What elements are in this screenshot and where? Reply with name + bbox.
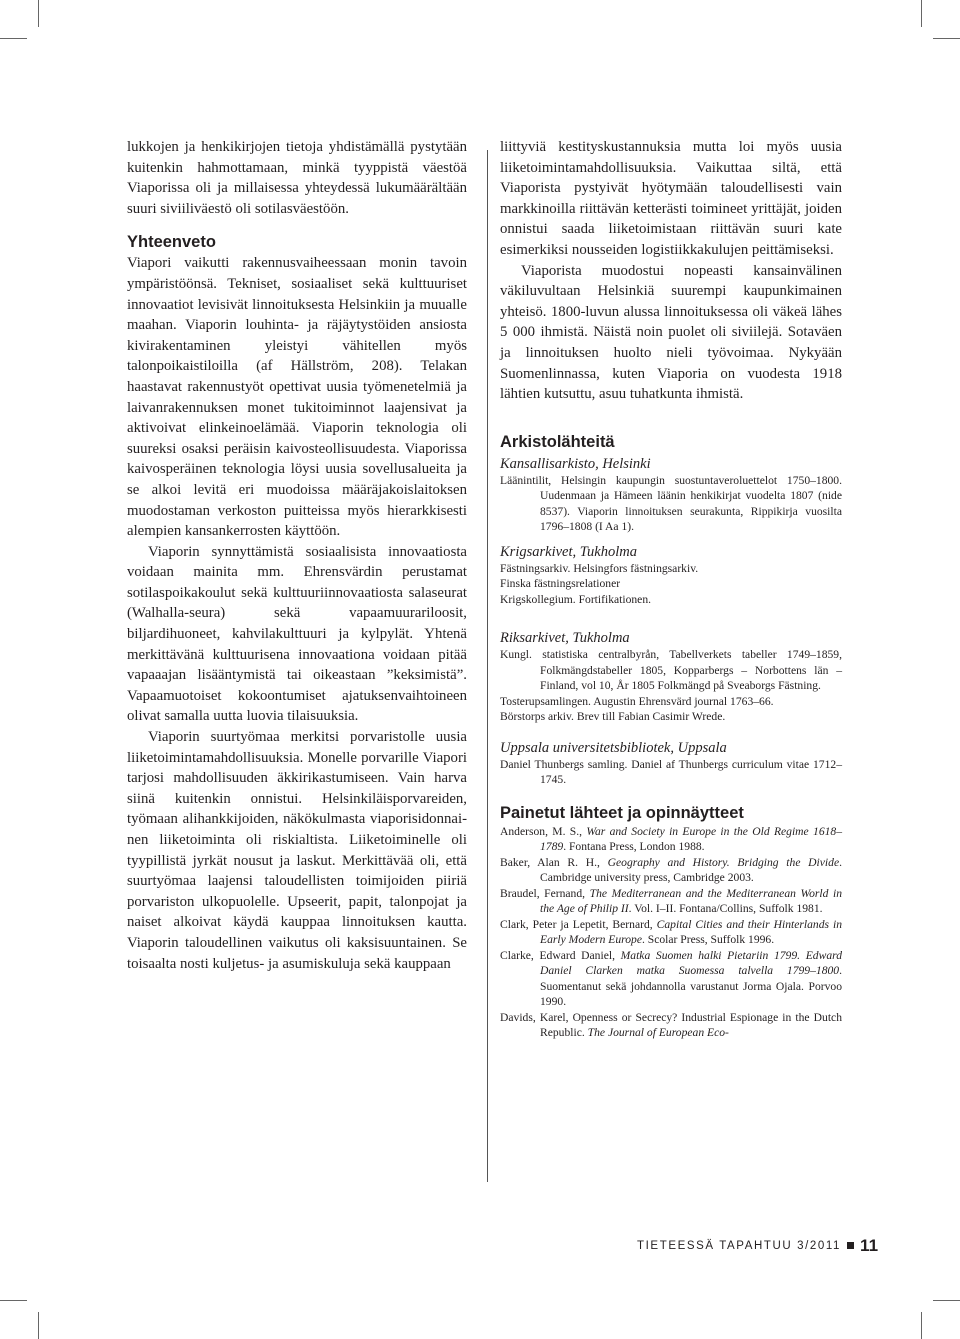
ref-publication: . Cambridge university press, Cambridge 2003. xyxy=(540,855,842,885)
archive-entry: Daniel Thunbergs samling. Daniel af Thunbergs curriculum vitae 1712–1745. xyxy=(500,757,842,787)
printed-ref xyxy=(500,824,842,855)
ref-author: Baker, Alan R. H., xyxy=(500,855,608,869)
ref-title: The Mediterranean and the Mediterranean World in the Age of Philip II xyxy=(540,886,842,916)
printed-sources-heading: Painetut lähteet ja opinnäytteet xyxy=(500,803,744,822)
archive-group-title: Krigsarkivet, Tukholma xyxy=(500,543,637,560)
summary-paragraph-3: Viaporin suurtyömaa merkitsi porvaristolle uusia liiketoimintamahdollisuuksia. Monelle porvarille Viapori tarjosi mahdollisuuden äkkirikastumiseen. Vain harva siinä kuitenkin onnistui. Helsinkiläisporvareiden, työmaan alihankkijoiden, näkökulmasta viaporisidonnainen liiketoiminta oli riskialtista. Liiketoiminelle oli tyypillistä jyrkät nousut ja laskut. Merkittävää oli, että suurtyömaa laajensi taloudellisten toimijoiden piiriä porvariston ulkopuolelle. Upseerit, papit, talonpojat ja naiset alkoivat käydä kauppaa linnoituksen kautta. Viaporin taloudellinen vaikutus oli kaksisuuntainen. Se toisaalta nosti kuljetus- ja asumiskuluja sekä kauppaan xyxy=(127,729,467,972)
ref-author: Braudel, Fernand, xyxy=(500,886,590,900)
summary-heading: Yhteenveto xyxy=(127,233,216,252)
printed-ref xyxy=(500,855,842,886)
ref-author: Davids, Karel, Openness or Secrecy? Industrial Espionage in the Dutch Republic. xyxy=(500,1010,842,1040)
archive-entry: Tosterupsamlingen. Augustin Ehrensvärd journal 1763–66. xyxy=(500,694,774,708)
archive-group xyxy=(500,543,842,608)
archive-entry: Krigskollegium. Fortifikationen. xyxy=(500,592,652,606)
ref-publication: . Scolar Press, Suffolk 1996. xyxy=(641,933,775,947)
ref-author: Clark, Peter ja Lepetit, Bernard, xyxy=(500,917,657,931)
ref-publication: . Vol. I–II. Fontana/Collins, Suffolk 1981. xyxy=(628,902,823,916)
summary-paragraph-2: Viaporin synnyttämistä sosiaalisista innovaatiosta voidaan mainita mm. Ehrensvärdin perustamat sotilaspoikakoulut sekä kulttuuriinnovaatiosta salaseurat (Walhalla-seura) sekä vapaamuurariloosit, biljardihuoneet, kahvilakulttuuri ja kylpylät. Yhtenä merkittävänä kulttuurisena innovaationa voidaan pitää vapaaajan lisääntymistä tai oikeastaan ”keksimistä”. Vapaamuotoiset kokoontumiset ajatuksenvaihtoineen olivat samalla uutta luovia tilaisuuksia. xyxy=(127,543,467,725)
ref-title: The Journal of European Eco- xyxy=(587,1026,729,1040)
archive-entry: Kungl. statistiska centralbyrån, Tabellverkets tabeller 1749–1859, Folkmängdstabeller 1805, Kopparbergs – Norbottens län – Finland, vol 10, År 1805 Folkmängd på Sveaborgs Fästning. xyxy=(500,648,842,693)
city-paragraph: Viaporista muodostui nopeasti kansainvälinen väkiluvultaan Helsinkiä suurempi kaupunkimainen yhteisö. 1800-luvun alussa linnoituksessa oli väkeä lähes 5 000 ihmistä. Näistä noin puolet oli siviilejä. Sotaväen ja linnoituksen huolto nieli työvoimaa. Nykyään Suomenlinnassa, kuten Viaporia on vuodesta 1918 lähtien kutsuttu, asuu tuhatkunta ihmistä. xyxy=(500,262,842,403)
printed-ref xyxy=(500,886,842,917)
square-bullet-icon xyxy=(847,1242,854,1249)
printed-refs-list xyxy=(500,824,842,1041)
archive-entry: Läänintilit, Helsingin kaupungin suostuntaveroluettelot 1750–1800. Uudenmaan ja Hämeen läänin henkikirjat vuodelta 1807 (nide 8537). Viaporin linnoituksen seurakunta, Rippikirja vuosilta 1796–1808 (I Aa 1). xyxy=(500,473,842,534)
printed-ref xyxy=(500,1010,842,1041)
ref-author: Anderson, M. S., xyxy=(500,824,587,838)
continued-paragraph: liittyviä kestityskustannuksia mutta loi myös uusia liiketoimintamahdollisuuksia. Vaikuttaa siltä, että Viaporista pystyivät hyötymään taloudellisesti vain markkinoilla riittävän ketterästi toimineet yrittäjät, joiden onnistui saada liiketoimistaan riittävän suuri kate esimerkiksi nousseiden logistiikkakulujen peittämiseksi. xyxy=(500,139,842,258)
journal-name: TIETEESSÄ TAPAHTUU 3/2011 xyxy=(637,1240,842,1252)
archive-entry: Finska fästningsrelationer xyxy=(500,577,621,591)
ref-title: Capital Cities and their Hinterlands in Early Modern Europe xyxy=(540,917,842,947)
archive-group xyxy=(500,455,842,535)
crop-mark-top-right-h xyxy=(933,38,960,39)
archive-entry: Börstorps arkiv. Brev till Fabian Casimir Wrede. xyxy=(500,710,726,724)
summary-paragraph-1: Viapori vaikutti rakennusvaiheessaan monin tavoin ympäristöönsä. Tekniset, sosiaaliset sekä kulttuuriset innovaatiot levisivät linnoituksesta Helsinkiin ja muualle maahan. Viaporin louhinta- ja räjäytystöiden ansiosta kivirakentaminen yleistyi vähitellen myös talonpoikaistiloilla (af Hällström, 208). Telakan haastavat rakennustyöt opettivat uusia työmenetelmiä ja laivanrakennuksen monet tukitoiminnot laajensivat ja aktivoivat elinkeinoelämää. Viaporin teknologia oli suureksi osaksi peräisin kaivosteollisuudesta. Viaporissa kaivosperäinen teknologia löysi uusia sovellusalueita ja se alkoi levitä eri muodoissa määräjakoislaitoksen muodostaman verkoston puitteissa myös hierarkkisesti alempien kansankerrosten käyttöön. xyxy=(127,255,467,540)
ref-title: War and Society in Europe in the Old Regime 1618–1789 xyxy=(540,824,843,854)
crop-mark-bottom-left-h xyxy=(0,1300,27,1301)
right-column xyxy=(500,137,842,1041)
crop-mark-bottom-right-h xyxy=(933,1300,960,1301)
crop-mark-top-left-v xyxy=(38,0,39,27)
archives-heading: Arkistolähteitä xyxy=(500,432,615,451)
intro-paragraph: lukkojen ja henkikirjojen tietoja yhdistämällä pystytään kuitenkin hahmottamaan, minkä tyyppistä väestöä Viaporissa oli ja millaisessa yhteydessä lukumäärältään suuri siviiliväestö oli sotilasväestöön. xyxy=(127,139,467,217)
ref-title: Matka Suomen halki Pietariin 1799. Edward Daniel Clarken matka Suomessa talvella 1799–1800 xyxy=(540,948,842,978)
crop-mark-bottom-right-v xyxy=(921,1312,922,1339)
crop-mark-top-left-h xyxy=(0,38,27,39)
printed-ref xyxy=(500,917,842,948)
crop-mark-bottom-left-v xyxy=(38,1312,39,1339)
left-column xyxy=(127,137,467,974)
crop-mark-top-right-v xyxy=(921,0,922,27)
ref-title: Geography and History. Bridging the Divide xyxy=(607,855,840,869)
page-number: 11 xyxy=(860,1236,879,1255)
ref-publication: . Fontana Press, London 1988. xyxy=(563,840,705,854)
ref-publication: . Suomentanut sekä johdannolla varustanut Jorma Ojala. Porvoo 1990. xyxy=(540,964,842,1009)
ref-author: Clarke, Edward Daniel, xyxy=(500,948,621,962)
page-footer xyxy=(637,1236,878,1256)
archive-group-title: Riksarkivet, Tukholma xyxy=(500,630,630,647)
archive-group xyxy=(500,629,842,725)
column-divider xyxy=(487,150,488,1182)
archive-group-title: Kansallisarkisto, Helsinki xyxy=(500,455,651,472)
printed-ref xyxy=(500,948,842,1010)
archive-entry: Fästningsarkiv. Helsingfors fästningsarkiv. xyxy=(500,561,699,575)
archive-group xyxy=(500,739,842,788)
archive-group-title: Uppsala universitetsbibliotek, Uppsala xyxy=(500,739,727,756)
